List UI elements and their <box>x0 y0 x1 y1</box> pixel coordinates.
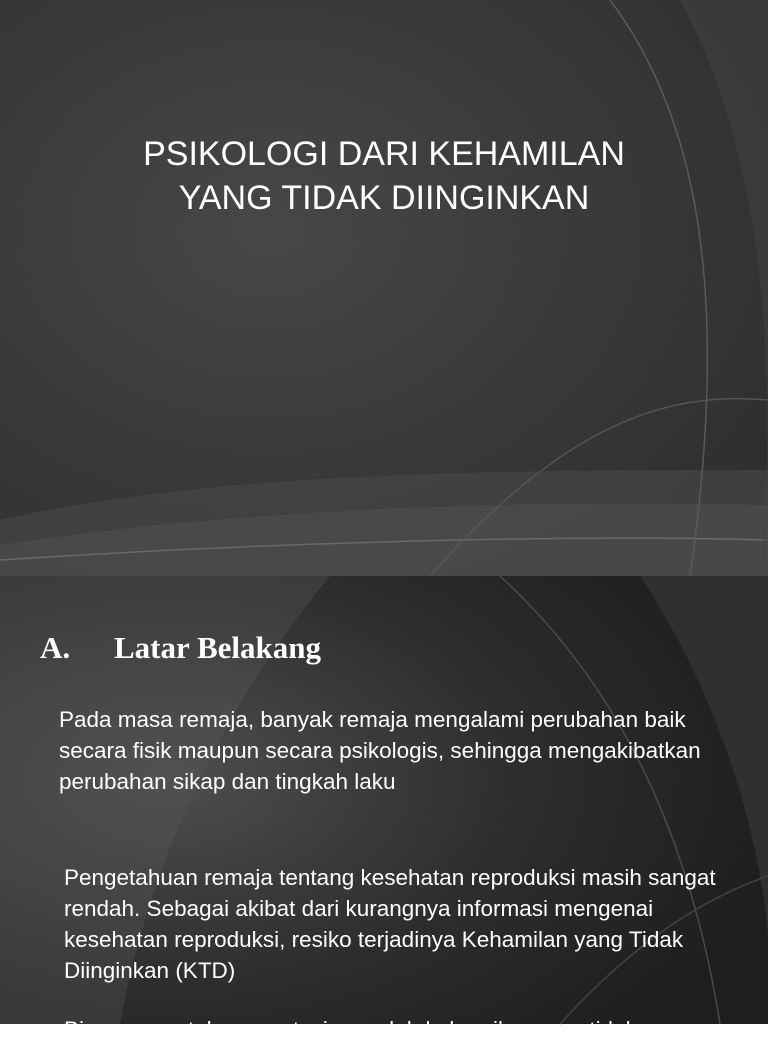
content-slide <box>0 576 768 1042</box>
slide-title <box>40 132 728 220</box>
paragraph-3: Biasanya untuk mengatasi masalah kehamilan yang tidak <box>64 1017 637 1042</box>
slide-title-line-2: YANG TIDAK DIINGINKAN <box>178 179 590 217</box>
paragraph-2: Pengetahuan remaja tentang kesehatan reproduksi masih sangat rendah. Sebagai akibat dari kurangnya informasi mengenai kesehatan reproduksi, resiko terjadinya Kehamilan yang Tidak Diinginkan (KTD) <box>64 865 716 983</box>
section-heading-number: A. <box>40 630 71 665</box>
paragraph-1: Pada masa remaja, banyak remaja mengalami perubahan baik secara fisik maupun secara psikologis, sehingga mengakibatkan perubahan sikap dan tingkah laku <box>59 707 701 794</box>
section-heading-text: Latar Belakang <box>114 630 321 665</box>
slide-title-line-1: PSIKOLOGI DARI KEHAMILAN <box>143 135 625 173</box>
section-heading <box>40 628 321 668</box>
